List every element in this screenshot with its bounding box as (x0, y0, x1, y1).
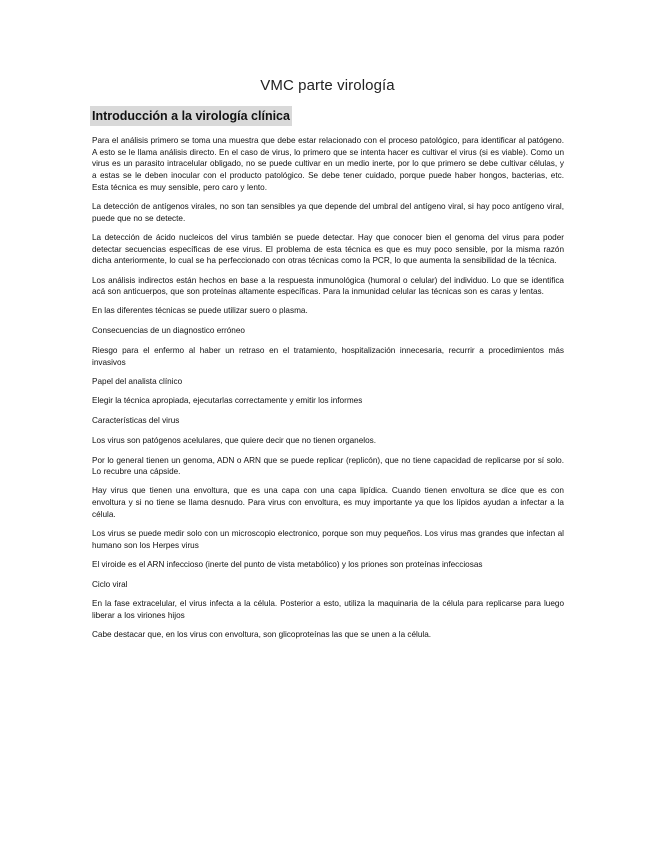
subheading: Características del virus (92, 416, 180, 426)
paragraph: En las diferentes técnicas se puede utilizar suero o plasma. (92, 306, 308, 316)
paragraph: Los virus son patógenos acelulares, que quiere decir que no tienen organelos. (92, 435, 377, 445)
document-body (92, 135, 564, 649)
paragraph: La detección de ácido nucleicos del virus también se puede detectar. Hay que conocer bien el genoma del virus para poder detectar secuencias específicas de ese virus. El problema de esta técnica es que es muy poco sensible, por la misma razón dicha anteriormente, lo cual se ha perfeccionado con otras técnicas como la PCR, lo que aumenta la sensibilidad de la técnica. (92, 232, 564, 266)
paragraph: Elegir la técnica apropiada, ejecutarlas correctamente y emitir los informes (92, 396, 363, 406)
paragraph: Riesgo para el enfermo al haber un retraso en el tratamiento, hospitalización innecesaria, recurrir a procedimientos más invasivos (92, 345, 564, 367)
section-heading: Introducción a la virología clínica (90, 106, 292, 126)
subheading: Consecuencias de un diagnostico erróneo (92, 326, 245, 336)
paragraph: Por lo general tienen un genoma, ADN o ARN que se puede replicar (replicón), que no tiene capacidad de replicarse por sí solo. Lo recubre una cápside. (92, 455, 564, 477)
paragraph: Para el análisis primero se toma una muestra que debe estar relacionado con el proceso patológico, para identificar al patógeno. A esto se le llama análisis directo. En el caso de virus, lo primero que se intenta hacer es cultivar el virus (si es viable). Como un virus es un parasito intracelular obligado, no se puede cultivar en un medio inerte, por lo que primero se debe cultivar células, y a estas se le deben inocular con el producto patológico. Se debe tener cuidado, porque puede haber hongos, bacterias, etc. Esta técnica es muy sensible, pero caro y lento. (92, 136, 564, 192)
paragraph: Cabe destacar que, en los virus con envoltura, son glicoproteínas las que se unen a la célula. (92, 630, 432, 640)
paragraph: El viroide es el ARN infeccioso (inerte del punto de vista metabólico) y los priones son proteínas infecciosas (92, 559, 483, 569)
paragraph: En la fase extracelular, el virus infecta a la célula. Posterior a esto, utiliza la maquinaria de la célula para replicarse para luego liberar a los viriones hijos (92, 599, 564, 621)
document-title: VMC parte virología (260, 77, 395, 94)
paragraph: La detección de antígenos virales, no son tan sensibles ya que depende del umbral del antígeno viral, si hay poco antígeno viral, puede que no se detecte. (92, 202, 564, 223)
paragraph: Los análisis indirectos están hechos en base a la respuesta inmunológica (humoral o celular) del individuo. Lo que se identifica acá son anticuerpos, que son proteínas altamente específicas. Para la inmunidad celular las técnicas son es caras y lentas. (92, 275, 564, 297)
subheading: Papel del analista clínico (92, 376, 183, 386)
subheading: Ciclo viral (92, 579, 128, 589)
paragraph: Hay virus que tienen una envoltura, que es una capa con una capa lipídica. Cuando tienen envoltura se dice que es con envoltura y si no tiene se llama desnudo. Para virus con envoltura, es muy importante ya que los lípidos ayudan a infectar a la célula. (92, 486, 564, 519)
paragraph: Los virus se puede medir solo con un microscopio electronico, porque son muy pequeños. Los virus mas grandes que infectan al humano son los Herpes virus (92, 529, 564, 550)
